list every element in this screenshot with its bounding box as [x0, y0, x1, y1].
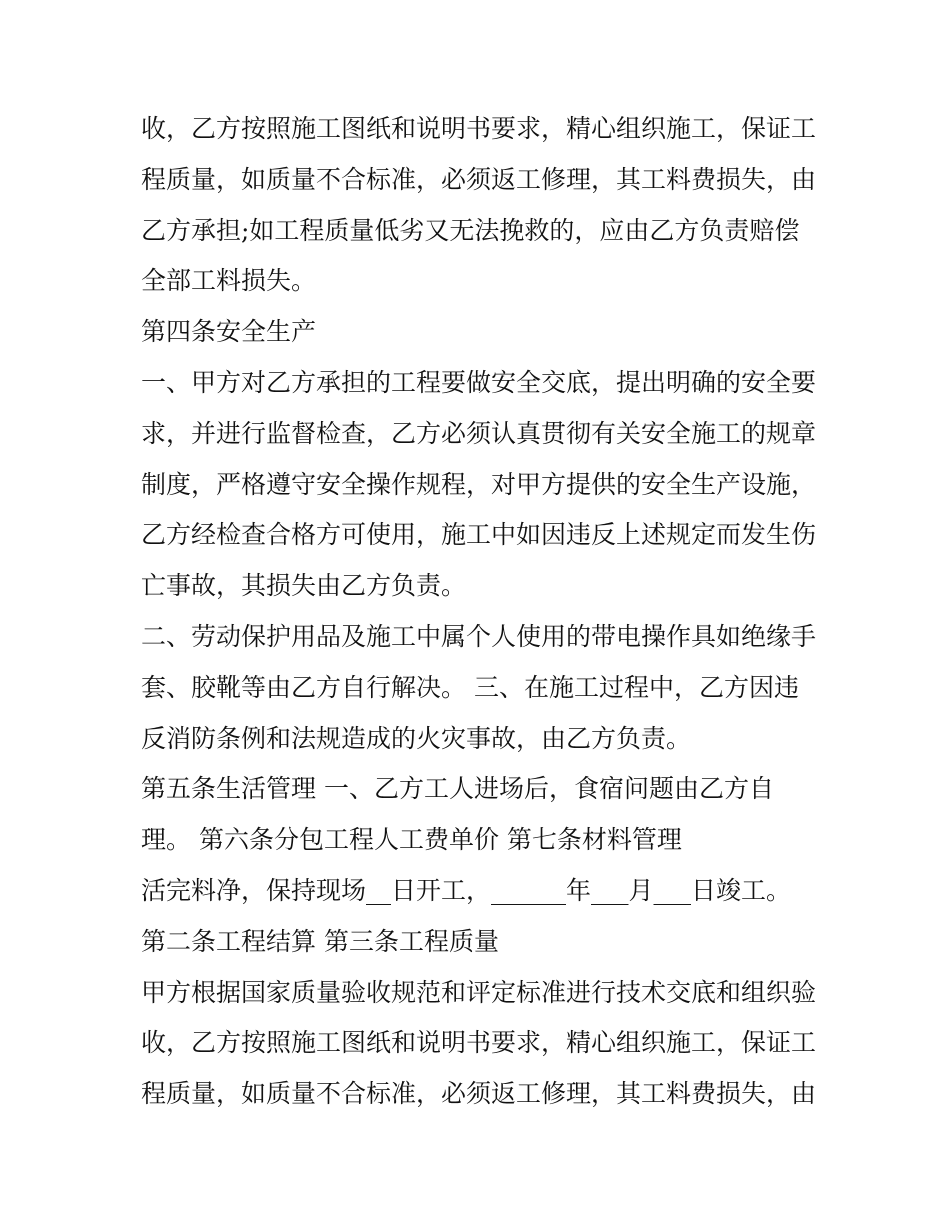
text-line: 程质量，如质量不合标准，必须返工修理，其工料费损失，由 — [141, 164, 817, 194]
text-line: 套、胶靴等由乙方自行解决。 三、在施工过程中，乙方因违 — [141, 672, 799, 702]
text-line: 制度，严格遵守安全操作规程，对甲方提供的安全生产设施， — [141, 469, 817, 499]
text-line: 收，乙方按照施工图纸和说明书要求，精心组织施工，保证工 — [141, 114, 817, 143]
text-line: 反消防条例和法规造成的火灾事故，由乙方负责。 — [141, 723, 692, 753]
text-line: 二、劳动保护用品及施工中属个人使用的带电操作具如绝缘手 — [141, 621, 817, 651]
text-line: 乙方经检查合格方可使用，施工中如因违反上述规定而发生伤 — [141, 520, 817, 550]
text-line: 亡事故，其损失由乙方负责。 — [141, 571, 467, 601]
text-line: 全部工料损失。 — [141, 266, 317, 296]
section-heading: 第二条工程结算 第三条工程质量 — [141, 926, 499, 956]
text-line: 理。 第六条分包工程人工费单价 第七条材料管理 — [141, 825, 682, 855]
text-line: 一、甲方对乙方承担的工程要做安全交底，提出明确的安全要 — [141, 367, 817, 397]
text-line: 求，并进行监督检查，乙方必须认真贯彻有关安全施工的规章 — [141, 418, 817, 448]
section-heading: 第五条生活管理 一、乙方工人进场后，食宿问题由乙方自 — [141, 774, 774, 804]
text-line: 活完料净，保持现场__日开工，______年___月___日竣工。 — [141, 875, 792, 905]
document-body — [141, 104, 831, 1120]
section-heading: 第四条安全生产 — [141, 317, 317, 347]
text-line: 程质量，如质量不合标准，必须返工修理，其工料费损失，由 — [141, 1079, 817, 1109]
text-line: 乙方承担;如工程质量低劣又无法挽救的，应由乙方负责赔偿 — [141, 215, 800, 245]
text-line: 甲方根据国家质量验收规范和评定标准进行技术交底和组织验 — [141, 977, 817, 1007]
text-line: 收，乙方按照施工图纸和说明书要求，精心组织施工，保证工 — [141, 1028, 817, 1058]
